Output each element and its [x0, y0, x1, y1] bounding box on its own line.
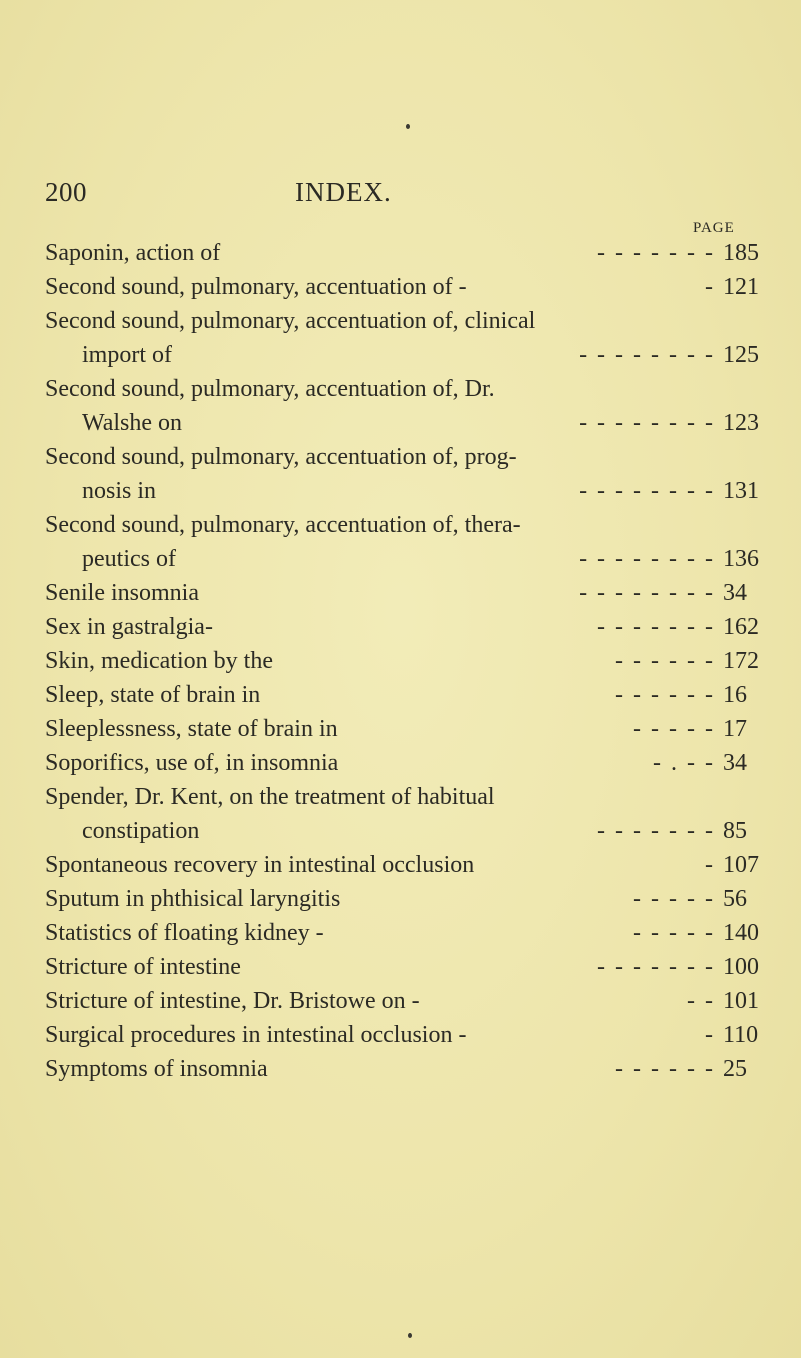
entry-text: Second sound, pulmonary, accentuation of, clinical	[45, 308, 536, 334]
page-reference: 185	[723, 240, 759, 266]
index-entry	[45, 1022, 775, 1056]
page-reference: 125	[723, 342, 759, 368]
page-reference: 136	[723, 546, 759, 572]
page-reference: 34	[723, 750, 747, 776]
index-entry	[45, 512, 775, 546]
dot-leader: - - - - - -	[615, 682, 715, 708]
dot-leader: - - - - - - -	[597, 954, 715, 980]
page-reference: 100	[723, 954, 759, 980]
page-column-label: PAGE	[693, 220, 735, 236]
entry-text: Statistics of floating kidney -	[45, 920, 324, 946]
page-reference: 25	[723, 1056, 747, 1082]
index-entry	[45, 920, 775, 954]
page-reference: 56	[723, 886, 747, 912]
dot-leader: - - - - - - -	[597, 818, 715, 844]
entry-text: Second sound, pulmonary, accentuation of -	[45, 274, 467, 300]
index-entry	[45, 614, 775, 648]
dot-leader: - - - - - - -	[597, 614, 715, 640]
page-reference: 110	[723, 1022, 759, 1048]
page-header	[45, 177, 605, 213]
dot-leader: - - - - - -	[615, 1056, 715, 1082]
index-entry	[45, 648, 775, 682]
entry-text: Stricture of intestine, Dr. Bristowe on -	[45, 988, 420, 1014]
page-reference: 121	[723, 274, 759, 300]
dot-leader: - - - - - -	[615, 648, 715, 674]
page-number: 200	[45, 177, 87, 207]
dot-leader: - - - - - - - -	[579, 546, 715, 572]
index-entry	[45, 988, 775, 1022]
entry-text: constipation	[82, 818, 200, 844]
entry-text: Sleeplessness, state of brain in	[45, 716, 338, 742]
dot-leader: - -	[687, 988, 715, 1014]
dot-leader: - - - - -	[633, 716, 715, 742]
index-entry-continuation	[45, 546, 775, 580]
index-entry	[45, 444, 775, 478]
index-entry	[45, 240, 775, 274]
entry-text: Sputum in phthisical laryngitis	[45, 886, 341, 912]
index-entry	[45, 716, 775, 750]
index-entry	[45, 580, 775, 614]
page-reference: 162	[723, 614, 759, 640]
entry-text: nosis in	[82, 478, 157, 504]
index-entry-continuation	[45, 410, 775, 444]
index-entry	[45, 274, 775, 308]
entry-text: Sex in gastralgia-	[45, 614, 213, 640]
index-entry	[45, 1056, 775, 1090]
index-entry-continuation	[45, 818, 775, 852]
entry-text: Stricture of intestine	[45, 954, 241, 980]
page-reference: 131	[723, 478, 759, 504]
entry-text: Walshe on	[82, 410, 183, 436]
page-reference: 101	[723, 988, 759, 1014]
dot-leader: - - - - -	[633, 886, 715, 912]
ink-speck	[406, 124, 410, 129]
index-entry-continuation	[45, 342, 775, 376]
entry-text: Saponin, action of	[45, 240, 221, 266]
running-title: INDEX.	[295, 177, 392, 207]
index-entry	[45, 886, 775, 920]
entry-text: Surgical procedures in intestinal occlusion -	[45, 1022, 467, 1048]
dot-leader: - . - -	[653, 750, 715, 776]
index-entry-continuation	[45, 478, 775, 512]
index-entry	[45, 750, 775, 784]
index-list	[45, 240, 775, 1090]
dot-leader: -	[705, 274, 715, 300]
dot-leader: -	[705, 852, 715, 878]
dot-leader: -	[705, 1022, 715, 1048]
entry-text: Skin, medication by the	[45, 648, 273, 674]
entry-text: Spontaneous recovery in intestinal occlusion	[45, 852, 475, 878]
entry-text: Sleep, state of brain in	[45, 682, 261, 708]
dot-leader: - - - - - - - -	[579, 580, 715, 606]
entry-text: Senile insomnia	[45, 580, 199, 606]
entry-text: Second sound, pulmonary, accentuation of, Dr.	[45, 376, 495, 402]
page-reference: 16	[723, 682, 747, 708]
entry-text: Spender, Dr. Kent, on the treatment of habitual	[45, 784, 495, 810]
page-reference: 123	[723, 410, 759, 436]
entry-text: peutics of	[82, 546, 176, 572]
ink-speck	[408, 1333, 412, 1338]
entry-text: Symptoms of insomnia	[45, 1056, 268, 1082]
page-reference: 34	[723, 580, 747, 606]
entry-text: Second sound, pulmonary, accentuation of, prog-	[45, 444, 517, 470]
page-reference: 140	[723, 920, 759, 946]
dot-leader: - - - - - - -	[597, 240, 715, 266]
page-reference: 85	[723, 818, 747, 844]
entry-text: Soporifics, use of, in insomnia	[45, 750, 339, 776]
page-reference: 172	[723, 648, 759, 674]
page-reference: 107	[723, 852, 759, 878]
dot-leader: - - - - - - - -	[579, 478, 715, 504]
entry-text: Second sound, pulmonary, accentuation of, thera-	[45, 512, 521, 538]
index-entry	[45, 784, 775, 818]
index-entry	[45, 852, 775, 886]
index-entry	[45, 376, 775, 410]
index-entry	[45, 308, 775, 342]
index-entry	[45, 682, 775, 716]
index-entry	[45, 954, 775, 988]
dot-leader: - - - - - - - -	[579, 410, 715, 436]
page-reference: 17	[723, 716, 747, 742]
entry-text: import of	[82, 342, 172, 368]
dot-leader: - - - - -	[633, 920, 715, 946]
dot-leader: - - - - - - - -	[579, 342, 715, 368]
